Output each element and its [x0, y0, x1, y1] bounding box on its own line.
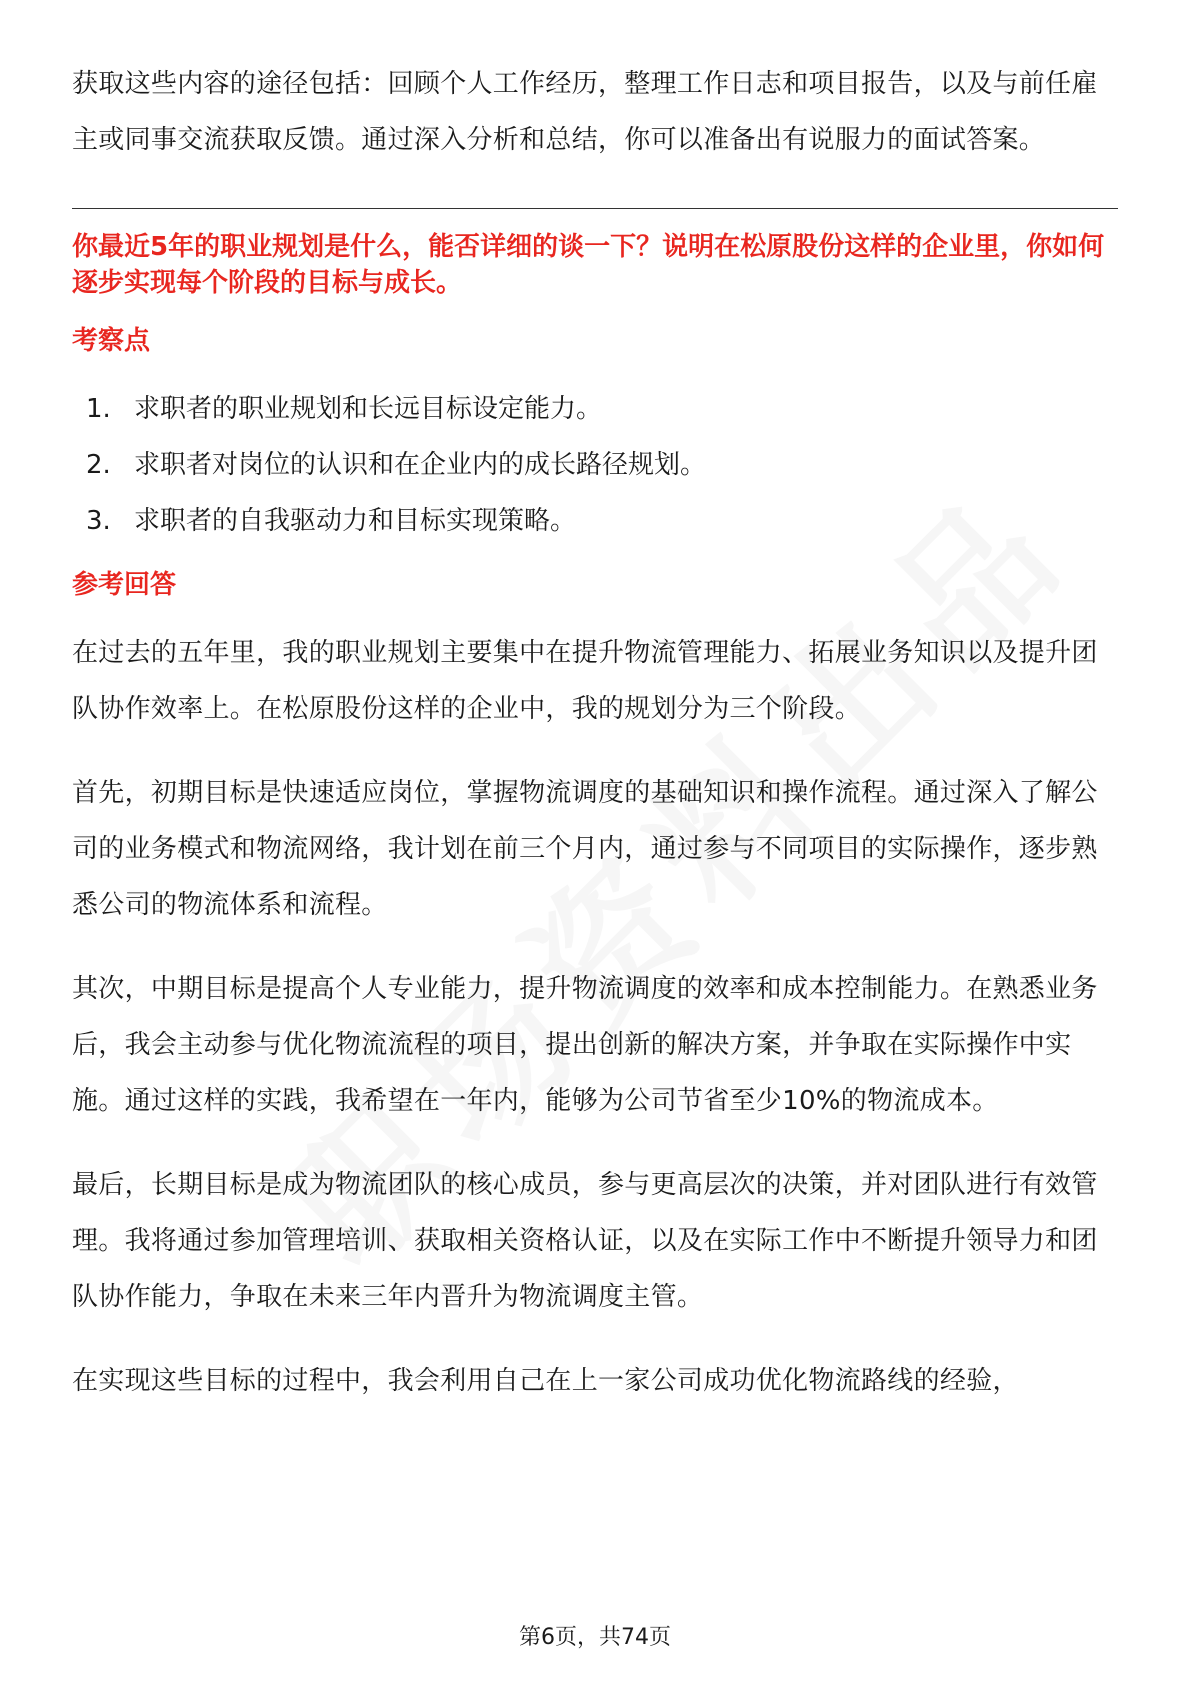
answer-paragraph: 首先，初期目标是快速适应岗位，掌握物流调度的基础知识和操作流程。通过深入了解公司的业务模式和物流网络，我计划在前三个月内，通过参与不同项目的实际操作，逐步熟悉公司的物流体系和流程。 — [72, 778, 1098, 920]
focus-points-list — [72, 381, 1118, 549]
document-page — [72, 56, 1118, 1437]
list-item — [72, 437, 1118, 493]
interview-question: 你最近5年的职业规划是什么，能否详细的谈一下？说明在松原股份这样的企业里，你如何逐步实现每个阶段的目标与成长。 — [72, 232, 1105, 298]
list-item — [72, 381, 1118, 437]
answer-heading: 参考回答 — [72, 570, 177, 600]
list-item-text: 求职者的自我驱动力和目标实现策略。 — [134, 506, 577, 536]
page-number-footer: 第6页，共74页 — [519, 1625, 671, 1650]
answer-paragraph: 在实现这些目标的过程中，我会利用自己在上一家公司成功优化物流路线的经验， — [72, 1366, 1019, 1396]
answer-paragraph: 最后，长期目标是成为物流团队的核心成员，参与更高层次的决策，并对团队进行有效管理。我将通过参加管理培训、获取相关资格认证，以及在实际工作中不断提升领导力和团队协作能力，争取在未来三年内晋升为物流调度主管。 — [72, 1170, 1098, 1312]
section-divider — [72, 208, 1118, 209]
list-item-text: 求职者的职业规划和长远目标设定能力。 — [134, 394, 603, 424]
list-item-number: 3. — [86, 506, 111, 536]
list-item-number: 1. — [86, 394, 111, 424]
focus-heading: 考察点 — [72, 326, 151, 356]
answer-paragraph: 在过去的五年里，我的职业规划主要集中在提升物流管理能力、拓展业务知识以及提升团队协作效率上。在松原股份这样的企业中，我的规划分为三个阶段。 — [72, 638, 1098, 724]
list-item — [72, 493, 1118, 549]
answer-paragraph: 其次，中期目标是提高个人专业能力，提升物流调度的效率和成本控制能力。在熟悉业务后，我会主动参与优化物流流程的项目，提出创新的解决方案，并争取在实际操作中实施。通过这样的实践，我希望在一年内，能够为公司节省至少10%的物流成本。 — [72, 974, 1098, 1116]
list-item-number: 2. — [86, 450, 111, 480]
list-item-text: 求职者对岗位的认识和在企业内的成长路径规划。 — [134, 450, 707, 480]
intro-paragraph: 获取这些内容的途径包括：回顾个人工作经历，整理工作日志和项目报告，以及与前任雇主或同事交流获取反馈。通过深入分析和总结，你可以准备出有说服力的面试答案。 — [72, 69, 1098, 155]
